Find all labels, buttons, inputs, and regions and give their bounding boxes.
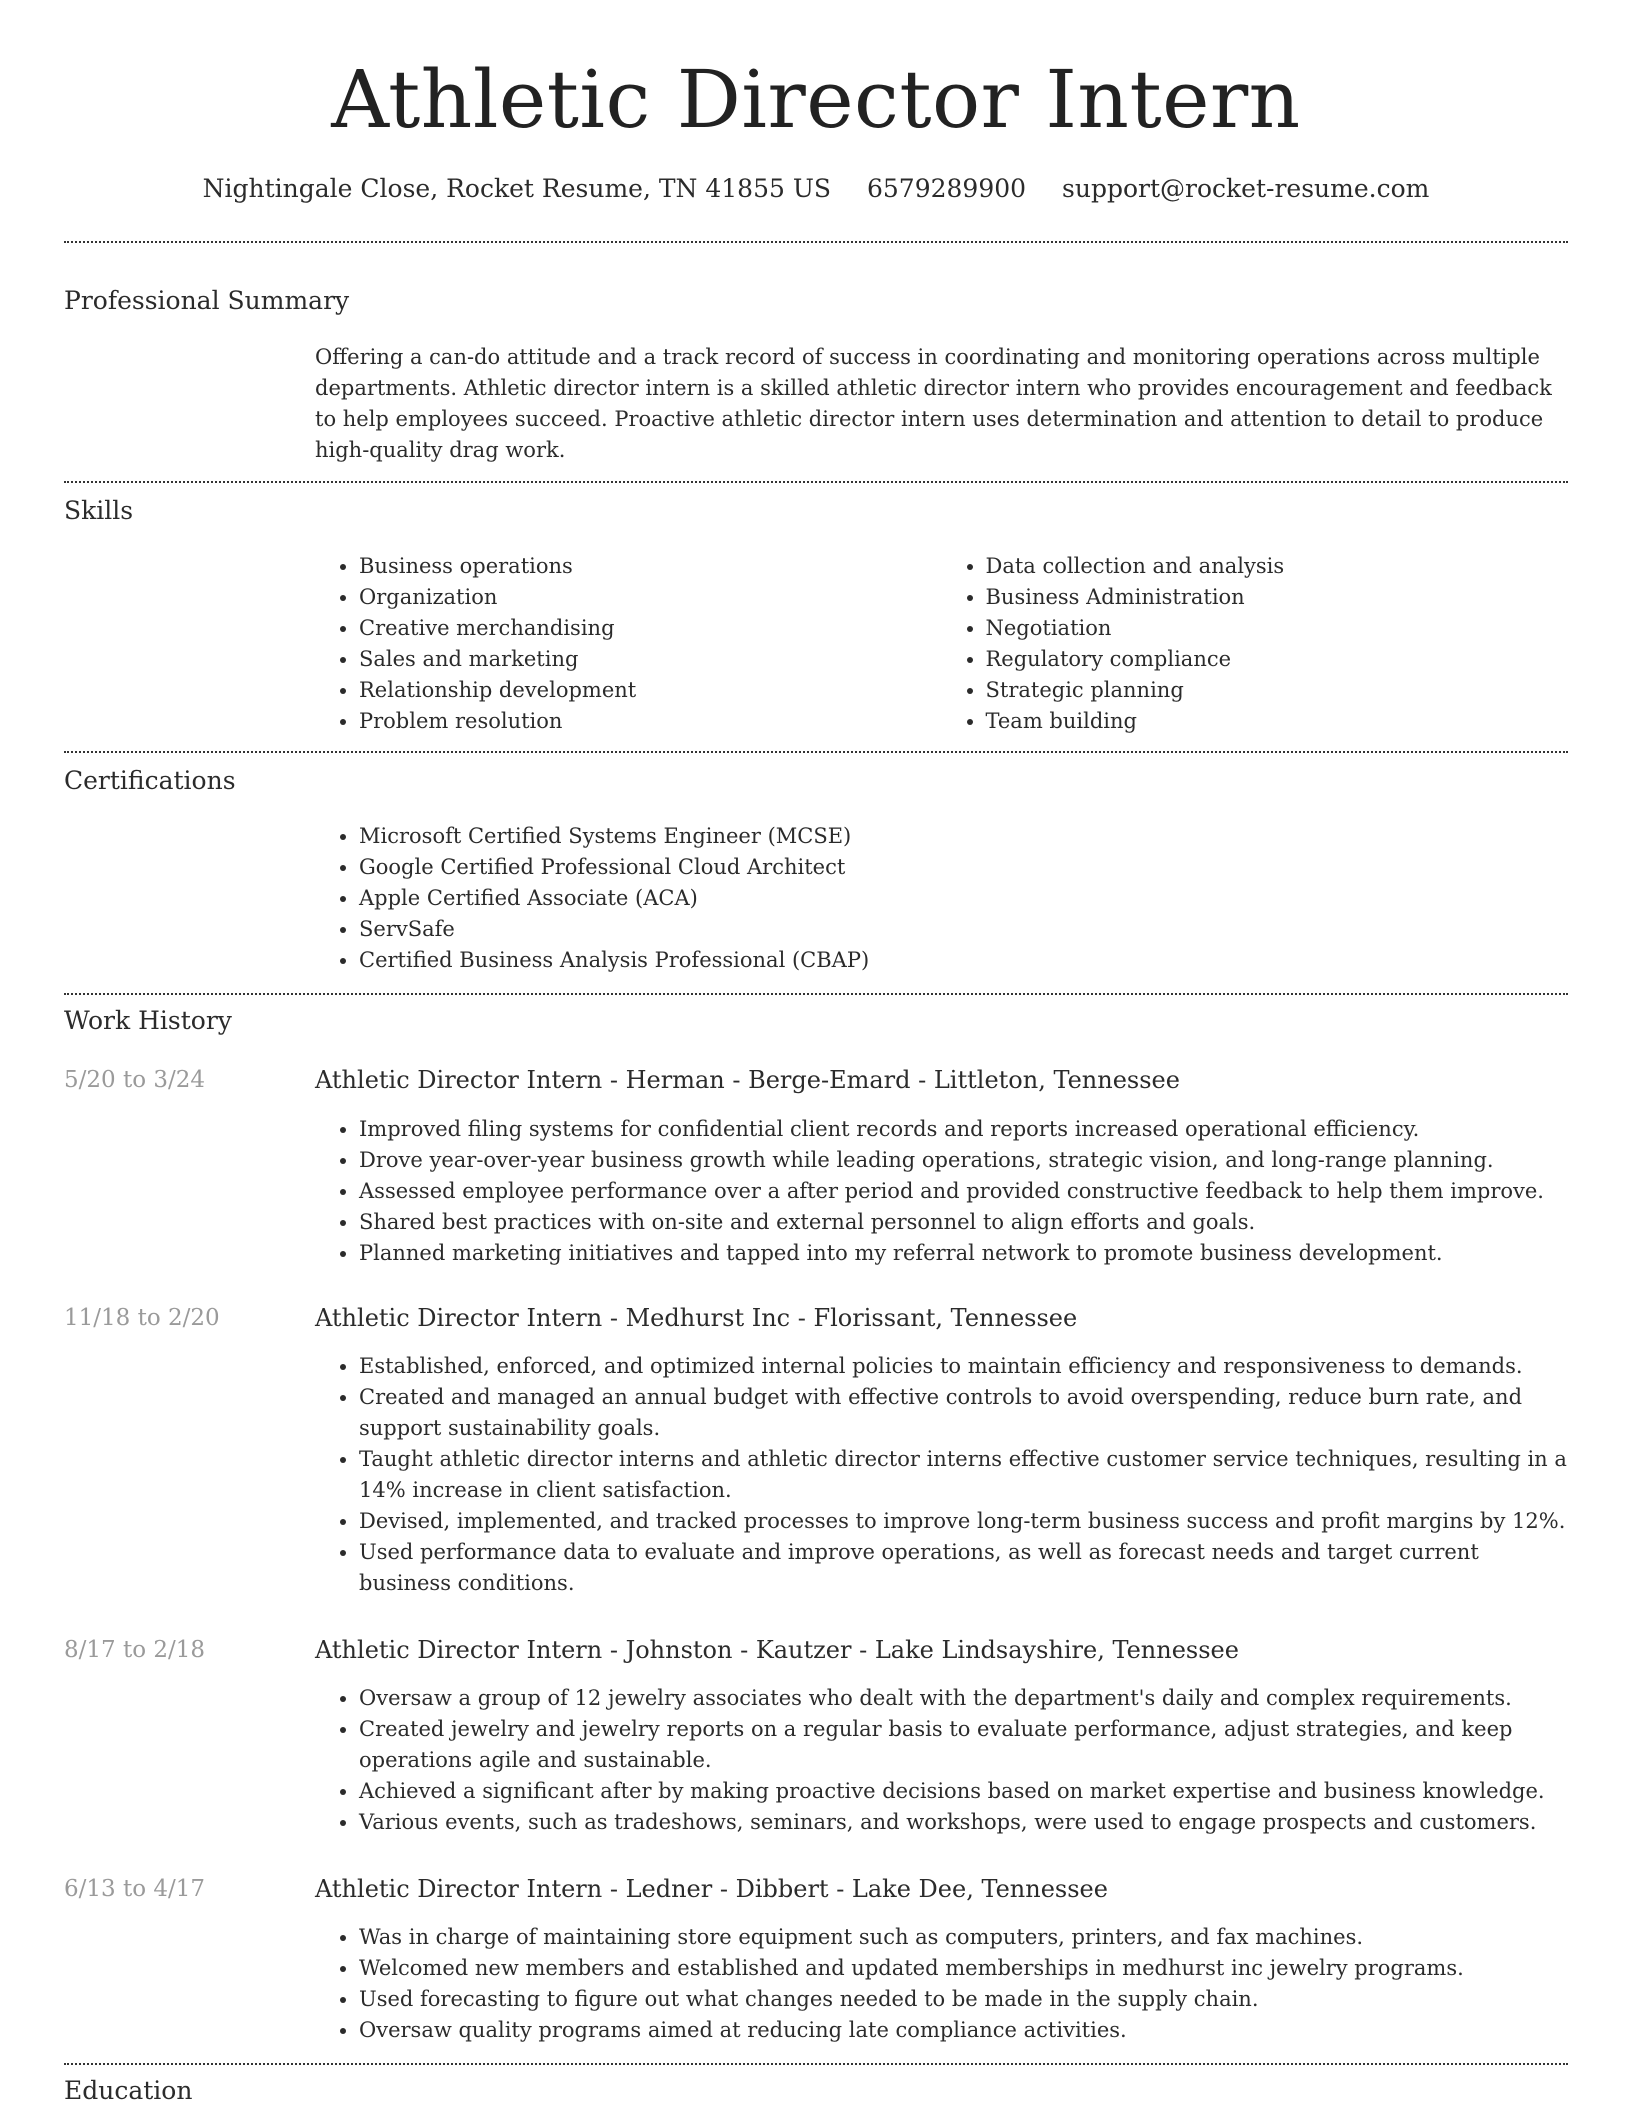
job-bullet: • Achieved a significant after by making proactive decisions based on market expertise and business knowledge. <box>359 1776 1568 1807</box>
certification-item: • Certified Business Analysis Professional (CBAP) <box>359 945 1568 976</box>
skill-item: • Problem resolution <box>359 706 942 737</box>
job-dates: 11/18 to 2/20 <box>64 1305 220 1331</box>
job-bullet: • Oversaw quality programs aimed at reducing late compliance activities. <box>359 2015 1568 2046</box>
section-divider <box>64 2063 1568 2065</box>
job-dates: 8/17 to 2/18 <box>64 1637 206 1663</box>
section-divider <box>64 241 1568 243</box>
summary-heading: Professional Summary <box>64 286 350 315</box>
contact-line <box>64 172 1568 206</box>
skill-item: • Data collection and analysis <box>986 551 1569 582</box>
job-bullets <box>315 1114 1568 1269</box>
resume-name: Athletic Director Intern <box>331 53 1301 146</box>
education-heading: Education <box>64 2076 193 2105</box>
job-bullet: • Devised, implemented, and tracked processes to improve long-term business success and profit margins by 12%. <box>359 1506 1568 1537</box>
contact-address: Nightingale Close, Rocket Resume, TN 41855 US <box>202 174 832 203</box>
job-bullet: • Oversaw a group of 12 jewelry associates who dealt with the department's daily and complex requirements. <box>359 1683 1568 1714</box>
contact-phone: 6579289900 <box>867 174 1027 203</box>
job-title: Athletic Director Intern - Ledner - Dibbert - Lake Dee, Tennessee <box>315 1875 1108 1903</box>
certifications-section <box>315 821 1568 976</box>
skill-item: • Strategic planning <box>986 675 1569 706</box>
job-bullet: • Assessed employee performance over a after period and provided constructive feedback to help them improve. <box>359 1176 1568 1207</box>
job-bullet: • Various events, such as tradeshows, seminars, and workshops, were used to engage prospects and customers. <box>359 1807 1568 1838</box>
job-bullet: • Taught athletic director interns and athletic director interns effective customer service techniques, resulting in a 14% increase in client satisfaction. <box>359 1444 1568 1506</box>
section-divider <box>64 993 1568 995</box>
section-divider <box>64 481 1568 483</box>
skill-item: • Business Administration <box>986 582 1569 613</box>
skill-item: • Regulatory compliance <box>986 644 1569 675</box>
job-dates: 6/13 to 4/17 <box>64 1876 206 1902</box>
work-history-heading: Work History <box>64 1006 232 1035</box>
skills-section <box>315 551 1568 737</box>
job-bullet: • Created jewelry and jewelry reports on a regular basis to evaluate performance, adjust strategies, and keep operations agile and sustainable. <box>359 1714 1568 1776</box>
skill-item: • Negotiation <box>986 613 1569 644</box>
skill-item: • Sales and marketing <box>359 644 942 675</box>
summary-section <box>315 342 1568 466</box>
certification-item: • Google Certified Professional Cloud Architect <box>359 852 1568 883</box>
job-bullet: • Used forecasting to figure out what changes needed to be made in the supply chain. <box>359 1984 1568 2015</box>
job-dates: 5/20 to 3/24 <box>64 1067 206 1093</box>
job-bullets <box>315 1683 1568 1838</box>
contact-email: support@rocket-resume.com <box>1062 174 1430 203</box>
job-bullet: • Created and managed an annual budget with effective controls to avoid overspending, reduce burn rate, and support sustainability goals. <box>359 1382 1568 1444</box>
job-bullets <box>315 1922 1568 2046</box>
job-bullet: • Shared best practices with on-site and external personnel to align efforts and goals. <box>359 1207 1568 1238</box>
job-bullet: • Welcomed new members and established and updated memberships in medhurst inc jewelry programs. <box>359 1953 1568 1984</box>
certifications-heading: Certifications <box>64 766 236 795</box>
certification-item: • Microsoft Certified Systems Engineer (MCSE) <box>359 821 1568 852</box>
job-bullet: • Improved filing systems for confidential client records and reports increased operational efficiency. <box>359 1114 1568 1145</box>
job-bullets <box>315 1351 1568 1599</box>
section-divider <box>64 751 1568 753</box>
job-bullet: • Used performance data to evaluate and improve operations, as well as forecast needs and target current business conditions. <box>359 1537 1568 1599</box>
skill-item: • Business operations <box>359 551 942 582</box>
job-title: Athletic Director Intern - Medhurst Inc - Florissant, Tennessee <box>315 1304 1078 1332</box>
skill-item: • Relationship development <box>359 675 942 706</box>
summary-text: Offering a can-do attitude and a track record of success in coordinating and monitoring operations across multiple departments. Athletic director intern is a skilled athletic director intern who provides encouragement and feedback to help employees succeed. Proactive athletic director intern uses determination and attention to detail to produce high-quality drag work. <box>315 345 1552 462</box>
certification-item: • ServSafe <box>359 914 1568 945</box>
job-title: Athletic Director Intern - Herman - Berge-Emard - Littleton, Tennessee <box>315 1066 1180 1094</box>
skill-item: • Team building <box>986 706 1569 737</box>
skills-heading: Skills <box>64 496 134 525</box>
job-title: Athletic Director Intern - Johnston - Kautzer - Lake Lindsayshire, Tennessee <box>315 1636 1239 1664</box>
job-bullet: • Drove year-over-year business growth while leading operations, strategic vision, and long-range planning. <box>359 1145 1568 1176</box>
job-bullet: • Established, enforced, and optimized internal policies to maintain efficiency and responsiveness to demands. <box>359 1351 1568 1382</box>
certifications-list <box>315 821 1568 976</box>
skill-item: • Creative merchandising <box>359 613 942 644</box>
skill-item: • Organization <box>359 582 942 613</box>
skills-list-left <box>315 551 942 737</box>
certification-item: • Apple Certified Associate (ACA) <box>359 883 1568 914</box>
skills-list-right <box>942 551 1569 737</box>
job-bullet: • Planned marketing initiatives and tapped into my referral network to promote business development. <box>359 1238 1568 1269</box>
job-bullet: • Was in charge of maintaining store equipment such as computers, printers, and fax machines. <box>359 1922 1568 1953</box>
